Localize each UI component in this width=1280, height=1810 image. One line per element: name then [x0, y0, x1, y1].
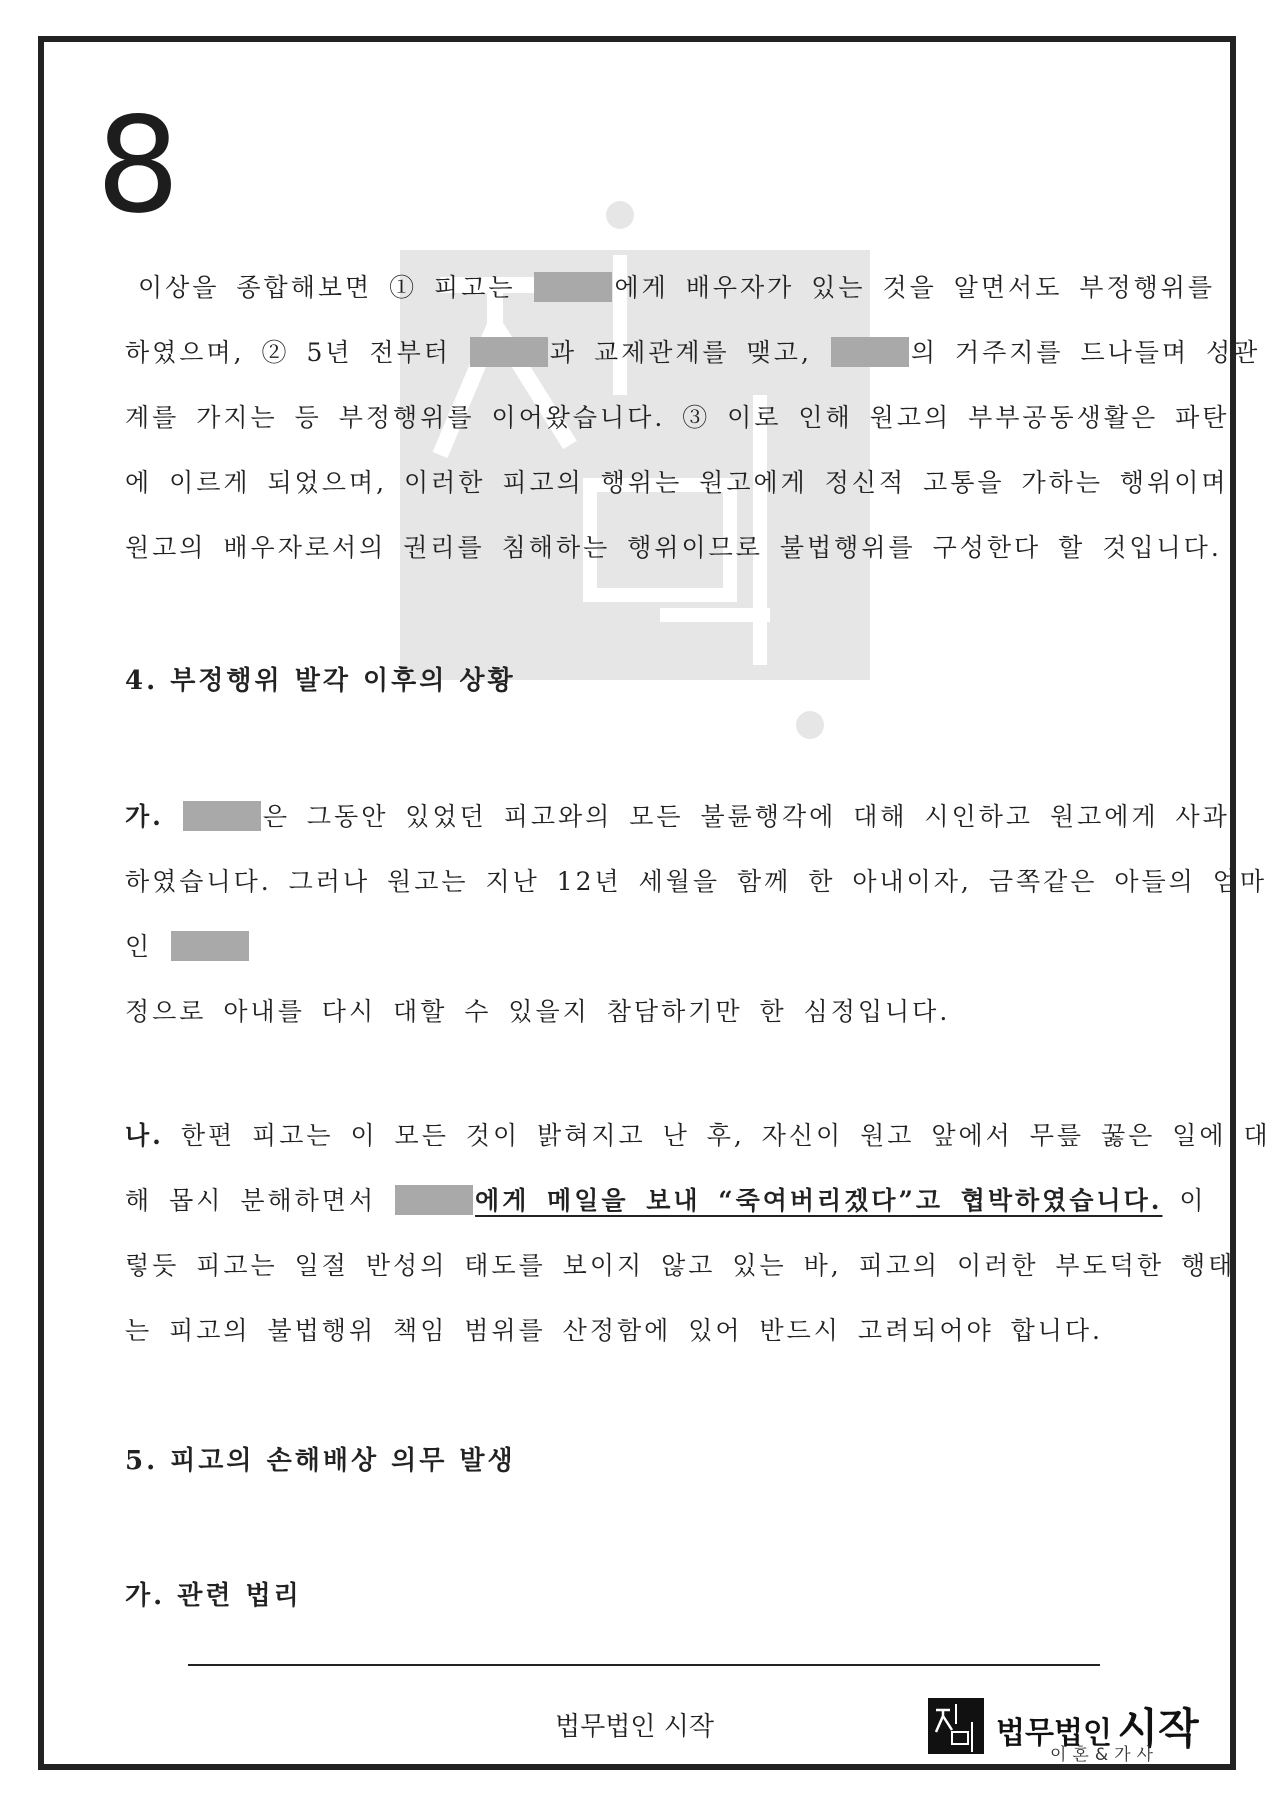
- footer-firm-name: 법무법인 시작: [555, 1712, 714, 1742]
- text: 의 거주지를 드나들며 성관: [910, 338, 1261, 367]
- text-line: [125, 784, 1230, 849]
- redaction-box: [395, 1185, 473, 1215]
- text-line: [125, 1103, 1271, 1168]
- underlined-text: 에게 메일을 보내 “죽여버리겠다”고 협박하였습니다.: [475, 1186, 1163, 1215]
- paragraph-marker: 가.: [125, 802, 164, 831]
- text-line: [125, 320, 1261, 385]
- text-line: 정으로 아내를 다시 대할 수 있을지 참담하기만 한 심정입니다.: [125, 997, 951, 1026]
- text-line: 렇듯 피고는 일절 반성의 태도를 보이지 않고 있는 바, 피고의 이러한 부도덕한 행태: [125, 1251, 1236, 1280]
- firm-logo: [928, 1696, 1238, 1766]
- text: 은 그동안 있었던 피고와의 모든 불륜행각에 대해 시인하고 원고에게 사과: [262, 802, 1230, 831]
- paragraph-na: [125, 1103, 1271, 1363]
- section-heading-4: 4. 부정행위 발각 이후의 상황: [125, 666, 516, 696]
- redaction-box: [534, 272, 612, 302]
- footer-rule: [188, 1664, 1100, 1666]
- text-line: 원고의 배우자로서의 권리를 침해하는 행위이므로 불법행위를 구성한다 할 것입니다.: [125, 533, 1222, 562]
- text-line: 하였습니다. 그러나 원고는 지난 12년 세월을 함께 한 아내이자, 금쪽같은 아들의 엄마: [125, 867, 1268, 896]
- paragraph-summary: [125, 255, 1261, 580]
- text: 과 교제관계를 맺고,: [549, 338, 829, 367]
- redaction-box: [183, 801, 261, 831]
- text: 하였으며, ② 5년 전부터: [125, 338, 468, 367]
- redaction-box: [470, 337, 548, 367]
- text-line: [125, 1168, 1207, 1233]
- paragraph-ga: [125, 784, 1268, 1044]
- text: 해 몹시 분해하면서: [125, 1186, 394, 1215]
- text: 인: [125, 932, 170, 961]
- page-number: 8: [96, 89, 180, 243]
- text: 이: [1162, 1186, 1207, 1215]
- logo-subtitle: 이혼&가사: [1050, 1745, 1159, 1765]
- text-line: [125, 255, 1216, 320]
- redaction-box: [831, 337, 909, 367]
- text: 한편 피고는 이 모든 것이 밝혀지고 난 후, 자신이 원고 앞에서 무릎 꿇은 일에 대: [180, 1121, 1271, 1150]
- section-heading-5: 5. 피고의 손해배상 의무 발생: [125, 1446, 516, 1476]
- text-line: 에 이르게 되었으며, 이러한 피고의 행위는 원고에게 정신적 고통을 가하는 행위이며: [125, 468, 1229, 497]
- text: 에게 배우자가 있는 것을 알면서도 부정행위를: [614, 273, 1216, 302]
- text-line: [125, 914, 1160, 979]
- text-line: 계를 가지는 등 부정행위를 이어왔습니다. ③ 이로 인해 원고의 부부공동생활은 파탄: [125, 403, 1230, 432]
- logo-text-b: 시작: [1117, 1704, 1199, 1753]
- logo-text-a: 법무법인: [996, 1716, 1112, 1751]
- text: 이상을 종합해보면 ① 피고는: [138, 273, 533, 302]
- subsection-heading-ga: 가. 관련 법리: [125, 1581, 302, 1611]
- text-line: 는 피고의 불법행위 책임 범위를 산정함에 있어 반드시 고려되어야 합니다.: [125, 1316, 1103, 1345]
- redaction-box: [171, 931, 249, 961]
- logo-mark-icon: [928, 1698, 984, 1754]
- paragraph-marker: 나.: [125, 1121, 164, 1150]
